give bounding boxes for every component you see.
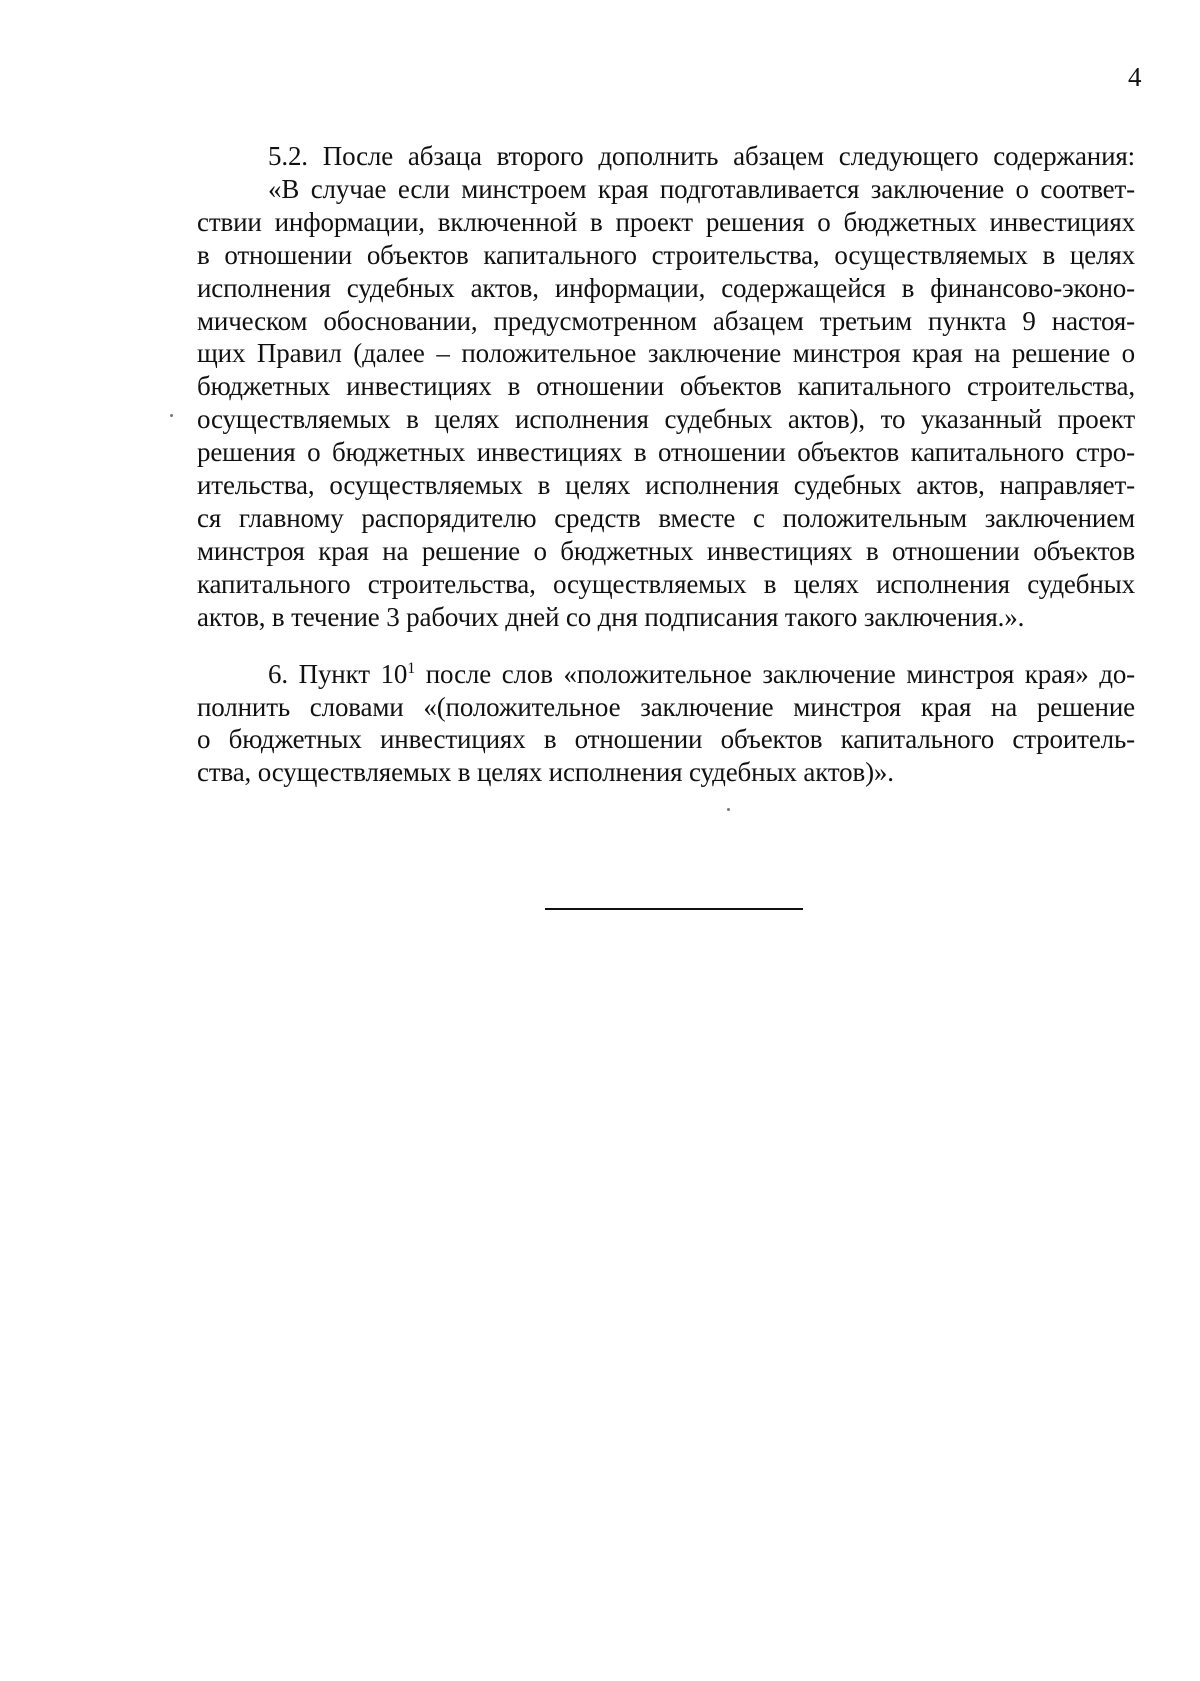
superscript-index: 1 (407, 660, 416, 677)
section-6-start: 6. Пункт 10 (268, 659, 408, 689)
paragraph-line: полнить словами «(положительное заключение минстроя края на решение (197, 691, 1135, 722)
paragraph-line: актов, в течение 3 рабочих дней со дня подписания такого заключения.». (197, 601, 1025, 632)
paragraph-line: ствии информации, включенной в проект решения о бюджетных инвестициях (197, 206, 1135, 237)
paragraph-line: щих Правил (далее – положительное заключение минстроя края на решение о (197, 338, 1135, 369)
paragraph-line: о бюджетных инвестициях в отношении объектов капитального строитель- (197, 724, 1135, 754)
paragraph-line: ительства, осуществляемых в целях исполнения судебных актов, направляет- (197, 470, 1135, 501)
paragraph-line: в отношении объектов капитального строительства, осуществляемых в целях (197, 239, 1135, 270)
paragraph-line: минстроя края на решение о бюджетных инвестициях в отношении объектов (197, 535, 1135, 566)
section-6 (197, 658, 1135, 788)
end-of-document-rule (545, 908, 803, 910)
page-number: 4 (1128, 62, 1142, 92)
section-5-2 (197, 140, 1135, 634)
scan-speck (170, 414, 173, 417)
paragraph-line: решения о бюджетных инвестициях в отношении объектов капитального стро- (197, 437, 1135, 468)
paragraph-line: бюджетных инвестициях в отношении объектов капитального строительства, (197, 371, 1135, 402)
paragraph-line: ства, осуществляемых в целях исполнения судебных актов)». (197, 756, 894, 787)
paragraph-line: осуществляемых в целях исполнения судебных актов), то указанный проект (197, 404, 1135, 435)
scan-speck (727, 808, 730, 811)
paragraph-line: ся главному распорядителю средств вместе с положительным заключением (197, 502, 1135, 533)
paragraph-line: 5.2. После абзаца второго дополнить абзацем следующего содержания: (268, 141, 1135, 171)
paragraph-line: «В случае если минстроем края подготавливается заключение о соответ- (268, 173, 1135, 204)
paragraph-line: капитального строительства, осуществляемых в целях исполнения судебных (197, 568, 1135, 599)
paragraph-line (197, 658, 1135, 691)
section-6-continuation: после слов «положительное заключение минстроя края» до- (415, 659, 1136, 689)
paragraph-line: исполнения судебных актов, информации, содержащейся в финансово-эконо- (197, 272, 1135, 303)
paragraph-line: мическом обосновании, предусмотренном абзацем третьим пункта 9 настоя- (197, 305, 1135, 336)
